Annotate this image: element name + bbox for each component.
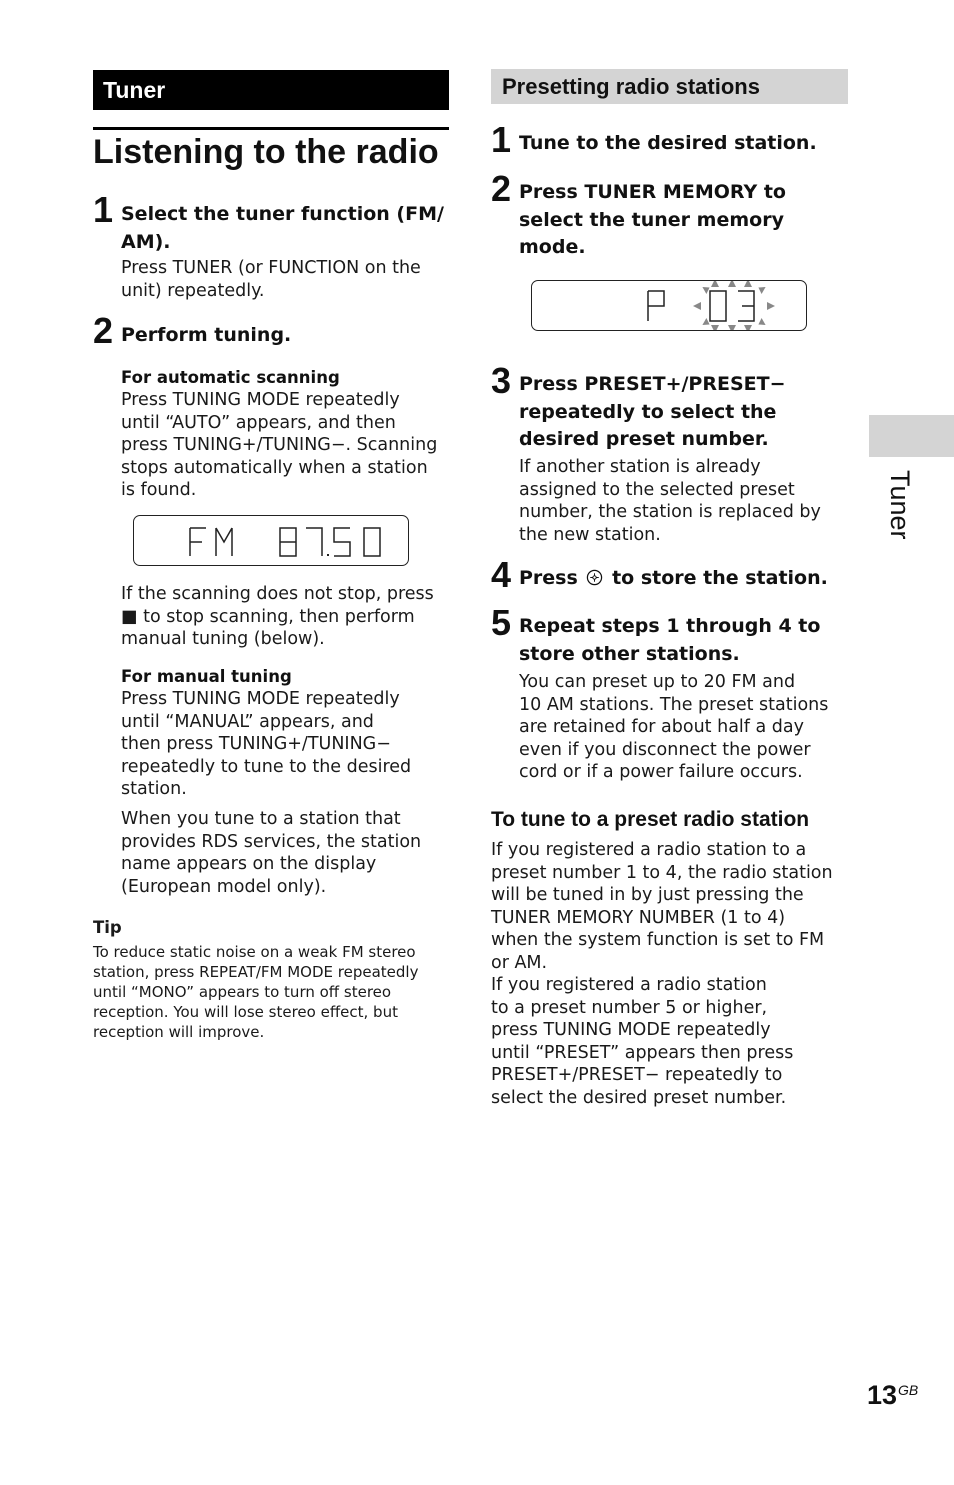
step-5-title: [519, 613, 820, 668]
step-title-line: repeatedly to select the: [519, 400, 777, 423]
body-line: assigned to the selected preset: [519, 479, 795, 500]
body-line: or AM.: [491, 952, 548, 973]
step-1-title: Tune to the desired station.: [519, 132, 817, 154]
body-line: Press TUNING MODE repeatedly: [121, 689, 400, 709]
stop-icon: ■: [121, 606, 138, 627]
step-title-line: mode.: [519, 236, 586, 258]
body-line: If you registered a radio station: [491, 975, 767, 995]
step-number-2: 2: [93, 310, 114, 351]
tip-line: reception. You will lose stereo effect, but: [93, 1003, 398, 1021]
step-number-2: 2: [491, 168, 512, 209]
body-line: Press TUNING MODE repeatedly: [121, 390, 400, 410]
body-line: press TUNING+/TUNING−. Scanning: [121, 435, 438, 455]
body-line: unit) repeatedly.: [121, 280, 265, 301]
body-line: If another station is already: [519, 457, 761, 477]
step-4-title: [519, 565, 828, 593]
rds-note: [121, 808, 456, 898]
auto-scan-body: [121, 389, 456, 502]
preset-tuning-body: [491, 839, 851, 1109]
tip-line: reception will improve.: [93, 1023, 265, 1041]
page-number-value: 13: [867, 1380, 898, 1410]
step-number-5: 5: [491, 602, 512, 643]
body-line: number, the station is replaced by: [519, 502, 821, 522]
body-line: until “MANUAL” appears, and: [121, 711, 374, 732]
lcd-display-preset: [531, 280, 807, 331]
body-line: You can preset up to 20 FM and: [519, 672, 796, 692]
step-title-line: Press TUNER MEMORY to: [519, 181, 786, 203]
body-line: press TUNING MODE repeatedly: [491, 1020, 771, 1040]
step-number-3: 3: [491, 360, 512, 401]
lcd-digits: [134, 516, 408, 565]
body-line: [121, 606, 461, 629]
step-1-title-line: Select the tuner function (FM/: [121, 203, 444, 225]
step-5-body: [519, 671, 849, 784]
manual-tuning-heading: For manual tuning: [121, 667, 292, 686]
step-2-title: Perform tuning.: [121, 324, 292, 346]
step-number-1: 1: [491, 119, 512, 160]
auto-scan-heading: For automatic scanning: [121, 368, 340, 387]
section-label-tuner: Tuner: [93, 70, 449, 110]
body-line: select the desired preset number.: [491, 1087, 787, 1108]
body-line: 10 AM stations. The preset stations: [519, 694, 829, 715]
section-label-presetting: Presetting radio stations: [491, 69, 848, 104]
body-line: provides RDS services, the station: [121, 831, 422, 852]
body-line: then press TUNING+/TUNING−: [121, 734, 391, 754]
body-line: If you registered a radio station to a: [491, 840, 807, 860]
tip-line: To reduce static noise on a weak FM stereo: [93, 943, 416, 961]
body-line: station.: [121, 779, 187, 799]
body-line: PRESET+/PRESET− repeatedly to: [491, 1065, 783, 1085]
body-line: (European model only).: [121, 876, 327, 897]
body-line: manual tuning (below).: [121, 629, 325, 649]
step-3-title: [519, 371, 786, 454]
step-title-line: store other stations.: [519, 642, 740, 665]
body-line: when the system function is set to FM: [491, 930, 825, 950]
page-number-suffix: GB: [898, 1382, 919, 1398]
enter-icon: [586, 569, 603, 586]
side-tab-marker: [869, 415, 954, 457]
step-4-title-before: Press: [519, 567, 578, 589]
body-line: to a preset number 5 or higher,: [491, 997, 768, 1018]
step-1-title-line: AM).: [121, 230, 171, 253]
body-line: repeatedly to tune to the desired: [121, 756, 412, 777]
tip-line: until “MONO” appears to turn off stereo: [93, 983, 392, 1001]
body-line: stops automatically when a station: [121, 457, 428, 478]
body-line: until “PRESET” appears then press: [491, 1042, 794, 1063]
body-line: cord or if a power failure occurs.: [519, 762, 803, 782]
body-line: preset number 1 to 4, the radio station: [491, 862, 833, 883]
step-3-body: [519, 456, 849, 546]
body-line-text: to stop scanning, then perform: [137, 606, 415, 627]
body-line: TUNER MEMORY NUMBER (1 to 4): [491, 907, 786, 928]
scan-stop-text: [121, 583, 461, 651]
body-line: even if you disconnect the power: [519, 739, 811, 760]
step-title-line: desired preset number.: [519, 428, 769, 450]
blink-markers: [693, 281, 775, 330]
step-title-line: Press PRESET+/PRESET−: [519, 373, 786, 395]
body-line: name appears on the display: [121, 854, 377, 874]
page-number: [867, 1380, 918, 1411]
body-line: until “AUTO” appears, and then: [121, 412, 396, 433]
body-line: will be tuned in by just pressing the: [491, 885, 804, 905]
step-2-title: [519, 179, 786, 262]
side-tab-label: Tuner: [885, 470, 915, 540]
manual-tuning-body: [121, 688, 456, 801]
body-line: are retained for about half a day: [519, 717, 804, 737]
body-line: Press TUNER (or FUNCTION on the: [121, 258, 421, 278]
step-4-title-after: to store the station.: [612, 567, 828, 589]
step-number-4: 4: [491, 554, 512, 595]
body-line: is found.: [121, 480, 197, 500]
tip-label: Tip: [93, 918, 122, 937]
lcd-display-fm: [133, 515, 409, 566]
step-1-body: [121, 257, 451, 302]
body-line: If the scanning does not stop, press: [121, 584, 434, 604]
tip-line: station, press REPEAT/FM MODE repeatedly: [93, 963, 419, 981]
tip-text: [93, 942, 449, 1042]
lcd-preset-digits: [532, 281, 806, 330]
page-title: Listening to the radio: [93, 133, 439, 171]
step-number-1: 1: [93, 189, 114, 230]
preset-tuning-heading: To tune to a preset radio station: [491, 808, 810, 831]
step-title-line: Repeat steps 1 through 4 to: [519, 615, 821, 637]
body-line: the new station.: [519, 524, 661, 545]
step-title-line: select the tuner memory: [519, 208, 784, 231]
body-line: When you tune to a station that: [121, 809, 401, 829]
step-1-title: [121, 201, 444, 256]
